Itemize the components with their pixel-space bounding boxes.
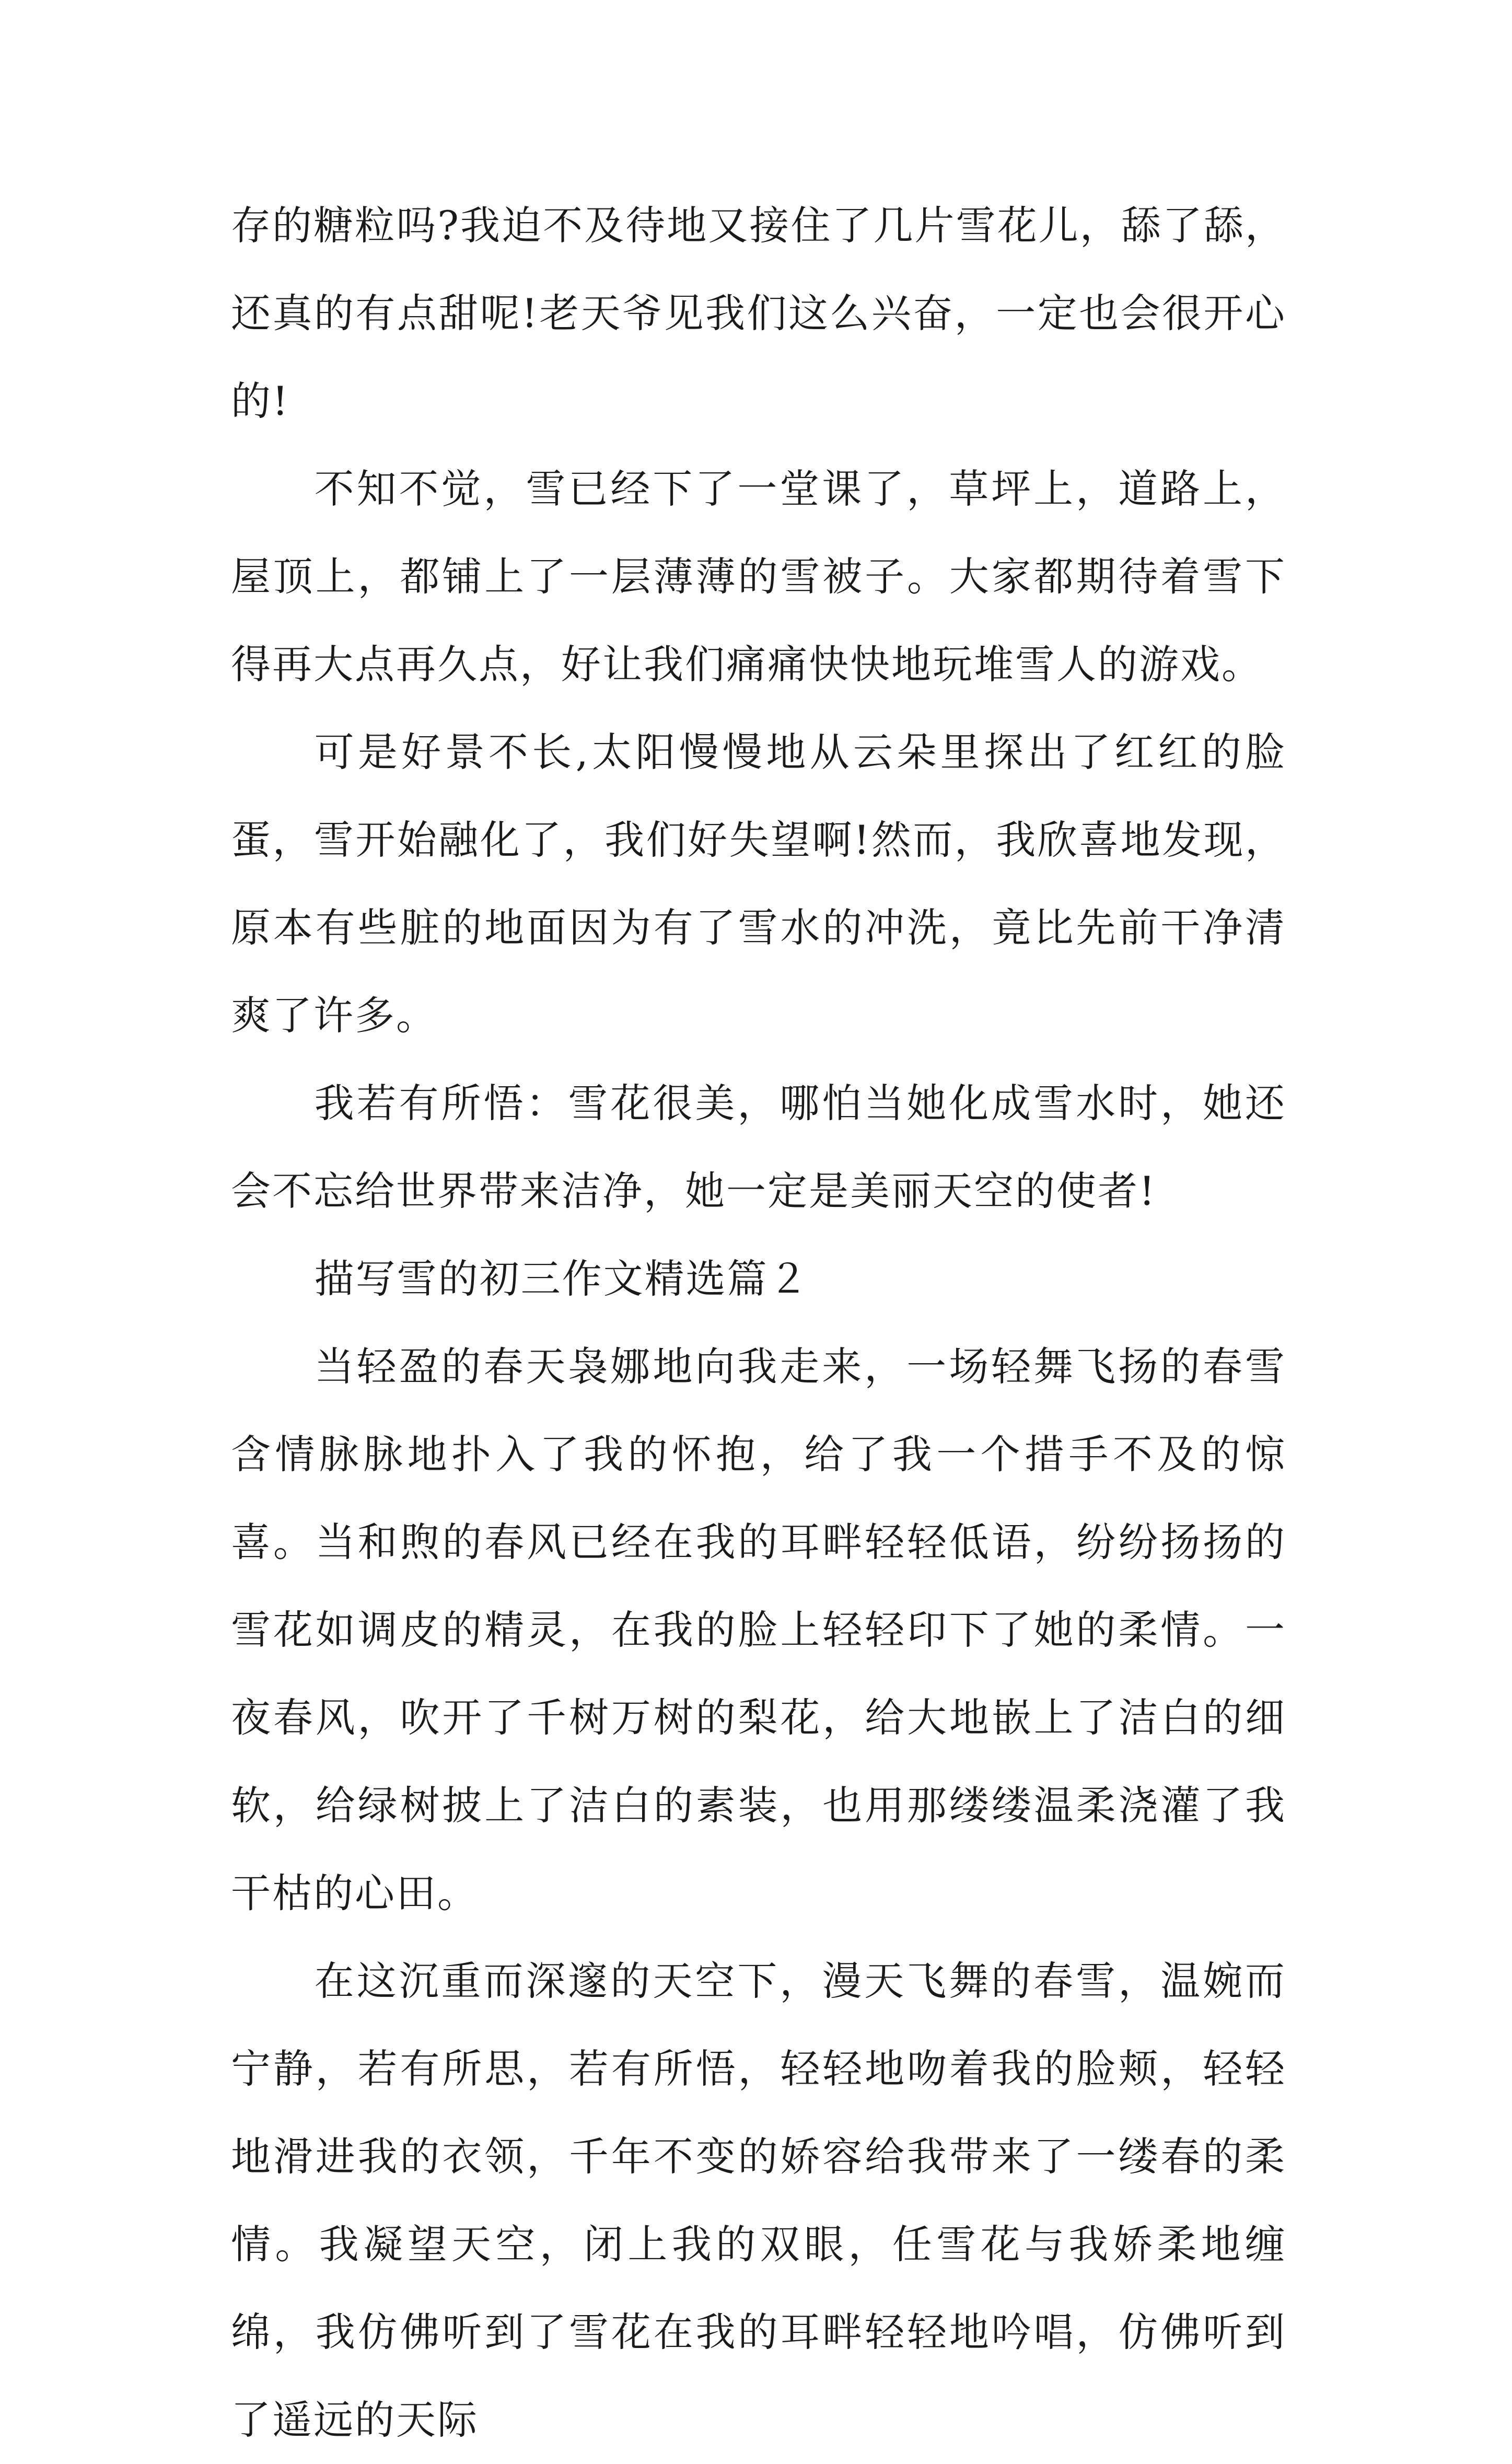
paragraph-sun-melting: 可是好景不长,太阳慢慢地从云朵里探出了红红的脸蛋，雪开始融化了，我们好失望啊!然而，我欣喜地发现，原本有些脏的地面因为有了雪水的冲洗，竟比先前干净清爽了许多。 — [231, 729, 1286, 1039]
paragraph-realization: 我若有所悟：雪花很美，哪怕当她化成雪水时，她还会不忘给世界带来洁净，她一定是美丽天空的使者! — [231, 1080, 1286, 1214]
paragraph-snow-falling: 不知不觉，雪已经下了一堂课了，草坪上，道路上，屋顶上，都铺上了一层薄薄的雪被子。大家都期待着雪下得再大点再久点，好让我们痛痛快快地玩堆雪人的游戏。 — [231, 466, 1286, 688]
article-body — [231, 182, 1286, 2464]
section-heading: 描写雪的初三作文精选篇２ — [314, 1256, 810, 1302]
paragraph-deep-sky: 在这沉重而深邃的天空下，漫天飞舞的春雪，温婉而宁静，若有所思，若有所悟，轻轻地吻着我的脸颊，轻轻地滑进我的衣领，千年不变的娇容给我带来了一缕春的柔情。我凝望天空，闭上我的双眼，任雪花与我娇柔地缠绵，我仿佛听到了雪花在我的耳畔轻轻地吟唱，仿佛听到了遥远的天际 — [231, 1958, 1286, 2443]
paragraph-spring-snow: 当轻盈的春天袅娜地向我走来，一场轻舞飞扬的春雪含情脉脉地扑入了我的怀抱，给了我一个措手不及的惊喜。当和煦的春风已经在我的耳畔轻轻低语，纷纷扬扬的雪花如调皮的精灵，在我的脸上轻轻印下了她的柔情。一夜春风，吹开了千树万树的梨花，给大地嵌上了洁白的细软，给绿树披上了洁白的素装，也用那缕缕温柔浇灌了我干枯的心田。 — [231, 1343, 1286, 1916]
paragraph-continuation: 存的糖粒吗?我迫不及待地又接住了几片雪花儿，舔了舔，还真的有点甜呢!老天爷见我们这么兴奋，一定也会很开心的! — [231, 202, 1286, 424]
